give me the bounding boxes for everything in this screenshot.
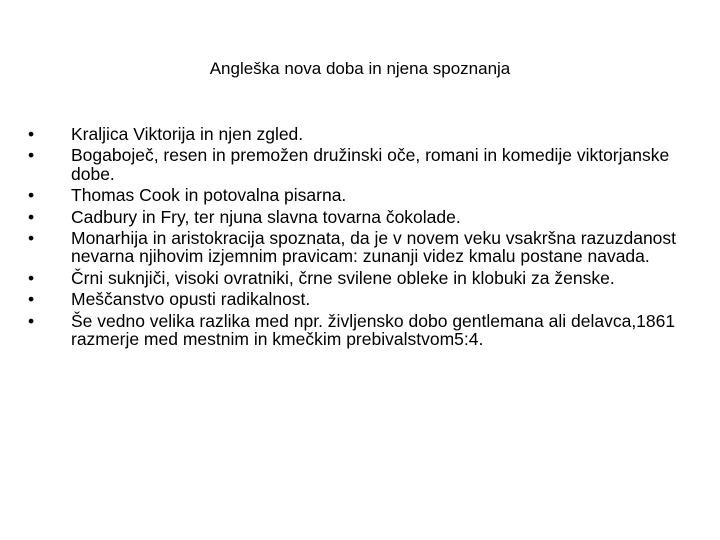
bullet-icon: •	[28, 267, 35, 288]
bullet-item	[28, 229, 688, 266]
bullet-text: Thomas Cook in potovalna pisarna.	[71, 185, 347, 206]
bullet-text: Cadbury in Fry, ter njuna slavna tovarna čokolade.	[71, 206, 461, 227]
bullet-icon: •	[28, 289, 35, 310]
bullet-text: Kraljica Viktorija in njen zgled.	[71, 124, 304, 144]
bullet-text: Bogaboječ, resen in premožen družinski oče, romani in komedije viktorjanske dobe.	[71, 145, 670, 184]
bullet-item	[28, 269, 688, 287]
slide-title: Angleška nova doba in njena spoznanja	[209, 59, 511, 78]
bullet-item	[28, 146, 688, 183]
bullet-text: Črni suknjiči, visoki ovratniki, črne svilene obleke in klobuki za ženske.	[71, 267, 615, 288]
bullet-item	[28, 186, 688, 204]
bullet-item	[28, 312, 688, 349]
bullet-icon: •	[28, 185, 35, 206]
bullet-icon: •	[28, 124, 35, 144]
bullet-item	[28, 125, 688, 143]
bullet-list	[28, 125, 688, 351]
bullet-item	[28, 208, 688, 226]
bullet-text: Monarhija in aristokracija spoznata, da je v novem veku vsakršna razuzdanost nevarna njihovim izjemnim pravicam: zunanji videz kmalu postane navada.	[71, 228, 677, 267]
bullet-item	[28, 290, 688, 308]
bullet-text: Še vedno velika razlika med npr. življensko dobo gentlemana ali delavca,1861 razmerje med mestnim in kmečkim prebivalstvom5:4.	[71, 310, 676, 350]
bullet-text: Meščanstvo opusti radikalnost.	[71, 289, 311, 310]
bullet-icon: •	[28, 228, 35, 249]
bullet-icon: •	[28, 310, 35, 331]
bullet-icon: •	[28, 145, 35, 166]
bullet-icon: •	[28, 206, 35, 227]
